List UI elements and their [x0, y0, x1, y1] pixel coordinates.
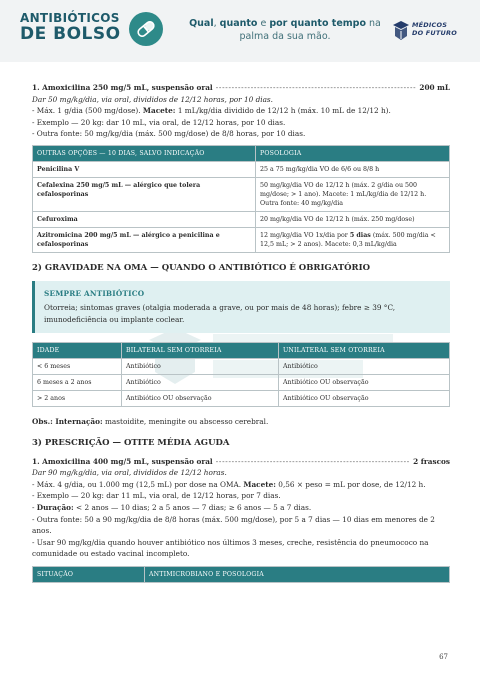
dot-leader: [216, 82, 417, 94]
rx1-title: 1. Amoxicilina 250 mg/5 mL, suspensão oral: [32, 83, 213, 92]
rx2-line1: [32, 479, 450, 491]
slogan-word-quanto: quanto: [219, 18, 258, 29]
rx1-macete-label: Macete:: [142, 106, 176, 116]
rx2-line4: - Outra fonte: 50 a 90 mg/kg/dia de 8/8 horas (máx. 500 mg/dose), por 5 a 7 dias — 10 dias em menores de 2 anos.: [32, 514, 435, 536]
rx2-macete-label: Macete:: [243, 479, 276, 489]
callout-box: [32, 281, 450, 334]
col-header: IDADE: [33, 343, 122, 359]
table-cell: < 6 meses: [33, 359, 122, 375]
table-row: [33, 211, 450, 227]
rx1-amount: 200 mL: [419, 83, 450, 92]
table-cell: Antibiótico: [122, 359, 279, 375]
slogan-sep: ,: [213, 18, 220, 29]
page-number: 67: [439, 653, 448, 661]
rx2-line5: - Usar 90 mg/kg/dia quando houver antibiótico nos últimos 3 meses, creche, resistência do pneumococo na comunidade ou estado vacinal incompleto.: [32, 537, 429, 559]
table-header-row: [33, 343, 450, 359]
rx2-line2: - Exemplo — 20 kg: dar 11 mL, via oral, de 12/12 horas, por 7 dias.: [32, 491, 281, 501]
table-cell: Antibiótico: [279, 359, 450, 375]
main-content: [32, 82, 450, 583]
rx2-title: 1. Amoxicilina 400 mg/5 mL, suspensão oral: [32, 456, 213, 466]
azitro-dose-a: 12 mg/kg/dia VO 1x/dia por: [260, 231, 350, 239]
table-cell: Cefuroxima: [33, 211, 256, 227]
col-header: ANTIMICROBIANO E POSOLOGIA: [145, 566, 450, 582]
logo-text: [412, 21, 457, 37]
table-row: [33, 375, 450, 391]
azitro-dose-c: (máx. 500 mg/dia < 12,5 mL; > 2 anos). Macete: 0,3 mL/kg/dia: [260, 231, 436, 248]
slogan-word-tempo: por quanto tempo: [269, 18, 367, 29]
table-cell: Cefalexina 250 mg/5 mL — alérgico que tolera cefalosporinas: [33, 177, 256, 211]
pill-icon: [129, 12, 163, 46]
brand-logo: [20, 12, 121, 43]
rx2-line1-a: - Máx. 4 g/dia, ou 1.000 mg (12,5 mL) por dose na OMA.: [32, 479, 244, 489]
slogan-line2: palma da sua mão.: [239, 31, 331, 42]
rx2-line3-a: -: [32, 502, 37, 512]
rx1-line3: - Outra fonte: 50 mg/kg/dia (máx. 500 mg/dose) de 8/8 horas, por 10 dias.: [32, 129, 306, 139]
table-row: [33, 177, 450, 211]
rx2-duration-label: Duração:: [36, 502, 74, 512]
other-options-table: [32, 145, 450, 253]
obs-label: Obs.: Internação:: [32, 417, 103, 427]
rx2-title-row: [32, 456, 450, 468]
table-header-row: [33, 145, 450, 161]
rx1-line1-a: - Máx. 1 g/dia (500 mg/dose).: [32, 106, 143, 116]
logo-line1: MÉDICOS: [412, 21, 448, 29]
rx1-title-row: [32, 82, 450, 94]
graduation-cap-icon: [392, 20, 410, 42]
logo-line2: DO FUTURO: [412, 29, 457, 37]
rx2-line1-c: 0,56 × peso = mL por dose, de 12/12 h.: [275, 479, 426, 489]
table-cell: Antibiótico OU observação: [279, 391, 450, 407]
table-cell: Azitromicina 200 mg/5 mL — alérgico a penicilina e cefalosporinas: [33, 227, 256, 252]
rx2-amount: 2 frascos: [413, 456, 450, 466]
page-header: [0, 0, 480, 62]
col-header: BILATERAL SEM OTORREIA: [122, 343, 279, 359]
situation-table: [32, 566, 450, 583]
brand-line2: DE BOLSO: [20, 24, 121, 44]
dot-leader: [216, 456, 410, 468]
rx2-line3-c: < 2 anos — 10 dias; 2 a 5 anos — 7 dias; ≥ 6 anos — 5 a 7 dias.: [73, 502, 312, 512]
col-header: OUTRAS OPÇÕES — 10 DIAS, SALVO INDICAÇÃO: [33, 145, 256, 161]
table-row: [33, 161, 450, 177]
table-row: [33, 359, 450, 375]
rx1-line1-c: 1 mL/kg/dia dividido de 12/12 h (máx. 10 mL de 12/12 h).: [175, 106, 391, 116]
table-cell: Antibiótico: [122, 375, 279, 391]
table-cell: 20 mg/kg/dia VO de 12/12 h (máx. 250 mg/dose): [256, 211, 450, 227]
callout-heading: SEMPRE ANTIBIÓTICO: [44, 288, 145, 298]
col-header: POSOLOGIA: [256, 145, 450, 161]
section-title: 3) PRESCRIÇÃO — OTITE MÉDIA AGUDA: [32, 437, 230, 448]
rx2-dose: Dar 90 mg/kg/dia, via oral, divididos de 12/12 horas.: [32, 468, 227, 478]
slogan-word-qual: Qual: [189, 18, 214, 29]
medicos-do-futuro-logo: [392, 18, 462, 44]
callout-text: Otorreia; sintomas graves (otalgia moderada a grave, ou por mais de 48 horas); febre ≥ 39 °C, imunodeficiência ou implante coclear.: [44, 303, 396, 324]
brand-line1: ANTIBIÓTICOS: [20, 11, 120, 25]
table-row: [33, 391, 450, 407]
table-cell: [256, 227, 450, 252]
azitro-dose-days: 5 dias: [349, 231, 371, 239]
table-header-row: [33, 566, 450, 582]
rx1-line1: [32, 105, 450, 117]
table-cell: Antibiótico OU observação: [279, 375, 450, 391]
table-cell: Antibiótico OU observação: [122, 391, 279, 407]
table-cell: 6 meses a 2 anos: [33, 375, 122, 391]
rx2-line3: [32, 502, 450, 514]
table-cell: 25 a 75 mg/kg/dia VO de 6/6 ou 8/8 h: [256, 161, 450, 177]
section-title: 2) GRAVIDADE NA OMA — QUANDO O ANTIBIÓTICO É OBRIGATÓRIO: [32, 262, 370, 273]
table-cell: 50 mg/kg/dia VO de 12/12 h (máx. 2 g/dia ou 500 mg/dose; > 1 ano). Macete: 1 mL/kg/dia de 12/12 h. Outra fonte: 40 mg/kg/dia: [256, 177, 450, 211]
obs-text: mastoidite, meningite ou abscesso cerebral.: [102, 417, 269, 427]
rx1-dose: Dar 50 mg/kg/dia, via oral, divididos de 12/12 horas, por 10 dias.: [32, 94, 273, 104]
table-cell: Penicilina V: [33, 161, 256, 177]
obs-line: [32, 416, 450, 428]
severity-table: [32, 342, 450, 407]
rx1-line2: - Exemplo — 20 kg: dar 10 mL, via oral, de 12/12 horas, por 10 dias.: [32, 117, 286, 127]
col-header: SITUAÇÃO: [33, 566, 145, 582]
table-row: [33, 227, 450, 252]
slogan-and: e: [257, 18, 270, 29]
table-cell: > 2 anos: [33, 391, 122, 407]
header-slogan: [185, 17, 385, 43]
col-header: UNILATERAL SEM OTORREIA: [279, 343, 450, 359]
slogan-na: na: [366, 18, 381, 29]
